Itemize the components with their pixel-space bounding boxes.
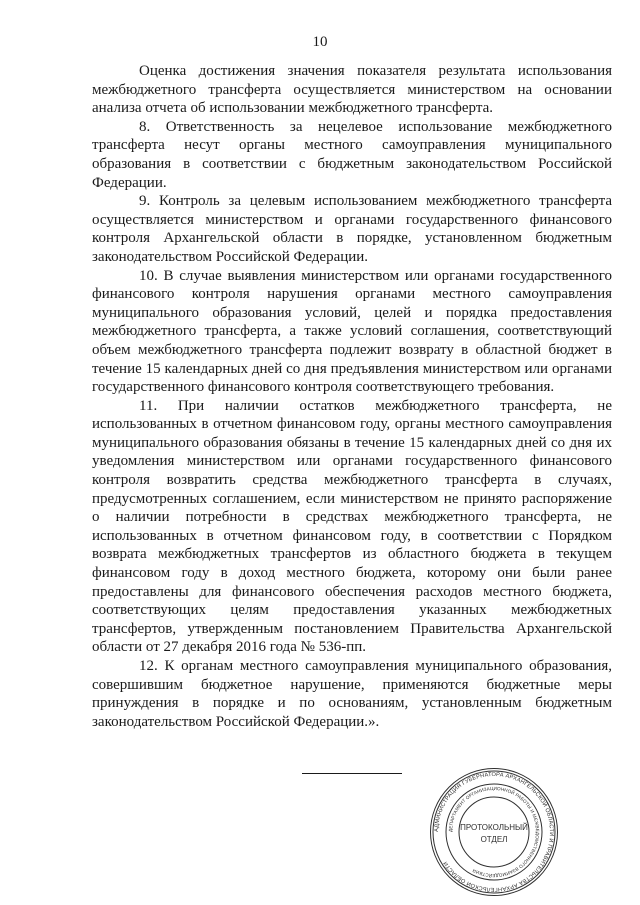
signature-separator-line [302, 773, 402, 774]
document-body [92, 62, 612, 731]
paragraph-12-enforcement: 12. К органам местного самоуправления муниципального образования, совершившим бюджетное нарушение, применяются бюджетные меры принуждения в порядке и по основаниям, установленным бюджетным законодательством Российской Федерации.». [92, 658, 612, 730]
paragraph-assessment: Оценка достижения значения показателя результата использования межбюджетного трансферта осуществляется министерством на основании анализа отчета об использовании межбюджетного трансферта. [92, 63, 612, 117]
svg-text:ДЕПАРТАМЕНТ ОРГАНИЗАЦИОННОЙ РА [448, 786, 540, 880]
paragraph-10-violation-refund: 10. В случае выявления министерством или органами государственного финансового контроля нарушения органами местного самоуправления муниципального образования условий, целей и порядка предоставления межбюджетного трансферта, а также условий соглашения, соответствующий объем межбюджетного трансферта подлежит возврату в областной бюджет в течение 15 календарных дней со дня предъявления министерством или органами государственного финансового контроля соответствующего требования. [92, 267, 612, 396]
paragraph-9-control: 9. Контроль за целевым использованием межбюджетного трансферта осуществляется министерством и органами государственного финансового контроля Архангельской области в порядке, установленном бюджетным законодательством Российской Федерации. [92, 193, 612, 265]
stamp-inner-text: ДЕПАРТАМЕНТ ОРГАНИЗАЦИОННОЙ РАБОТЫ И МЕЖВЕДОМСТВЕННОГО ВЗАИМОДЕЙСТВИЯ [447, 785, 541, 879]
page-number: 10 [312, 34, 328, 50]
protocol-department-stamp [428, 766, 560, 898]
stamp-center-line-1: ПРОТОКОЛЬНЫЙ [460, 823, 528, 832]
stamp-outer-text: АДМИНИСТРАЦИЯ ГУБЕРНАТОРА АРХАНГЕЛЬСКОЙ ОБЛАСТИ И ПРАВИТЕЛЬСТВА АРХАНГЕЛЬСКОЙ ОБЛАСТИ [433, 771, 555, 893]
paragraph-11-remaining-funds: 11. При наличии остатков межбюджетного трансферта, не использованных в отчетном финансовом году, органы местного самоуправления муниципального образования обязаны в течение 15 календарных дней со дня их уведомления министерством или органами государственного финансового контроля возвратить средства межбюджетного трансферта в случаях, предусмотренных соглашением, если министерством не принято распоряжение о наличии потребности в средствах межбюджетного трансферта, не использованных в отчетном финансовом году, в соответствии с Порядком возврата межбюджетных трансфертов из областного бюджета в текущем финансовом году в доход местного бюджета, которому они были ранее предоставлены для финансового обеспечения расходов местного бюджета, соответствующих целям предоставления указанных межбюджетных трансфертов, утвержденным постановлением Правительства Архангельской области от 27 декабря 2016 года № 536-пп. [92, 397, 612, 656]
stamp-center-line-2: ОТДЕЛ [480, 835, 508, 844]
paragraph-8-responsibility: 8. Ответственность за нецелевое использование межбюджетного трансферта несут органы местного самоуправления муниципального образования в соответствии с бюджетным законодательством Российской Федерации. [92, 118, 612, 191]
